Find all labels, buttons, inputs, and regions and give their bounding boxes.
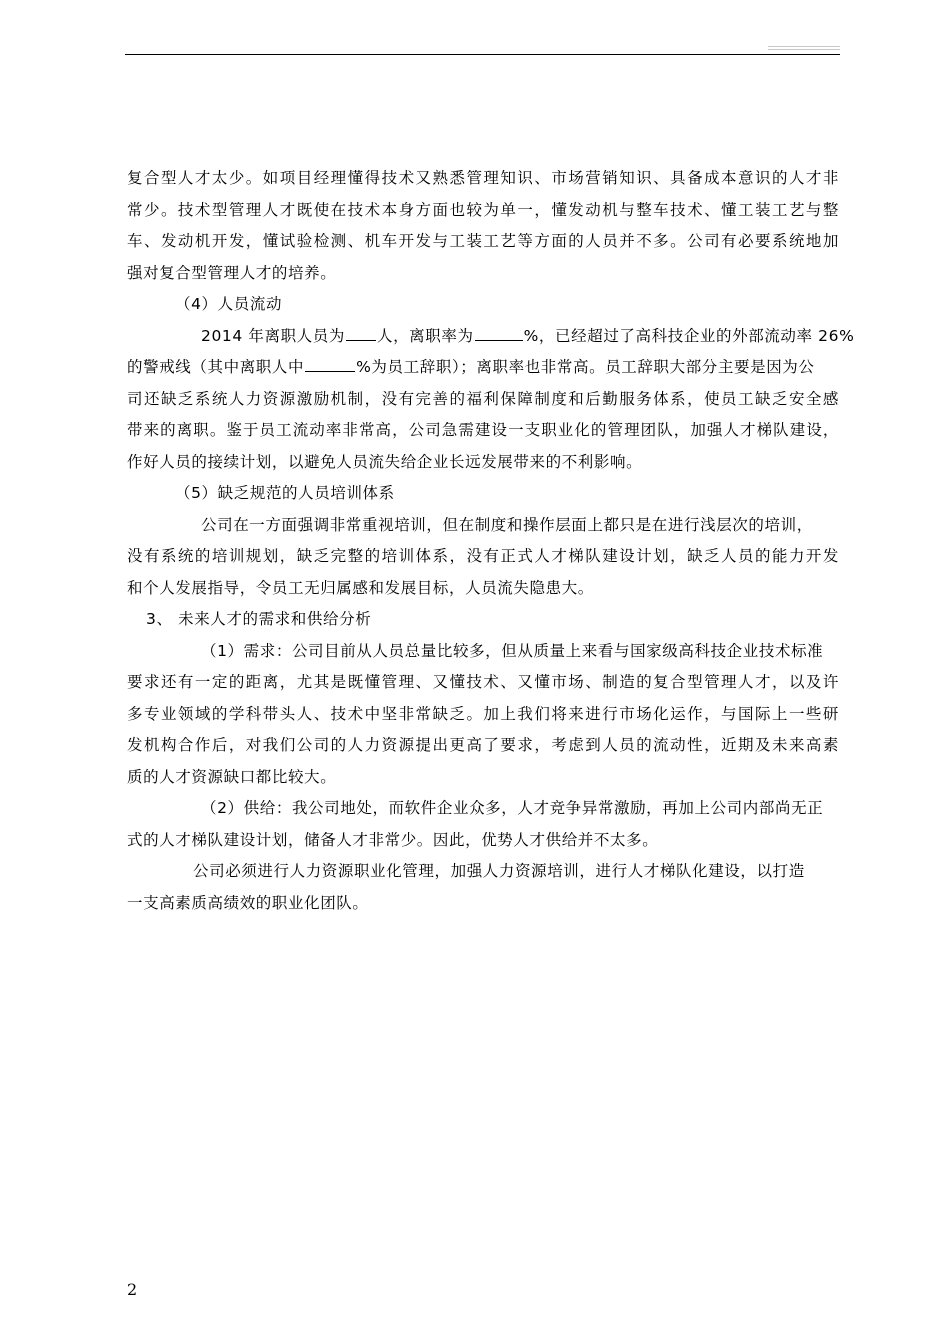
document-body [127,163,855,919]
para2-line: 司还缺乏系统人力资源激励机制，没有完善的福利保障制度和后勤服务体系，使员工缺乏安全感 [127,389,839,408]
page-number: 2 [127,1280,138,1299]
para3-line: 和个人发展指导，令员工无归属感和发展目标，人员流失隐患大。 [127,578,594,597]
para2-text: %为员工辞职）；离职率也非常高。员工辞职大部分主要是因为公 [356,358,815,376]
blank-count [346,325,376,341]
para5-line: （2）供给：我公司地处，而软件企业众多，人才竞争异常激励，再加上公司内部尚无正 [201,799,824,817]
para6-line: 一支高素质高绩效的职业化团队。 [127,893,369,912]
header-rule [125,54,840,55]
para2-line-2 [127,352,839,384]
para2-text: 2014 年离职人员为 [201,326,345,345]
para1-line: 常少。技术型管理人才既使在技术本身方面也较为单一，懂发动机与整车技术、懂工装工艺与整 [127,200,839,219]
para1-line: 强对复合型管理人才的培养。 [127,263,337,282]
para4-line: 多专业领域的学科带头人、技术中坚非常缺乏。加上我们将来进行市场化运作，与国际上一些研 [127,704,839,723]
para2-text: %，已经超过了高科技企业的外部流动率 26% [523,326,855,345]
para1-line: 车、发动机开发，懂试验检测、机车开发与工装工艺等方面的人员并不多。公司有必要系统地加 [127,232,839,250]
para2-text: 的警戒线（其中离职人中 [127,358,305,376]
para4-line: 质的人才资源缺口都比较大。 [127,767,337,786]
blank-rate [475,325,523,341]
heading-training-system: （5）缺乏规范的人员培训体系 [175,484,395,502]
heading-staff-turnover: （4）人员流动 [175,295,283,313]
para5-line: 式的人才梯队建设计划，储备人才非常少。因此，优势人才供给并不太多。 [127,830,659,849]
para4-line: （1）需求：公司目前从人员总量比较多，但从质量上来看与国家级高科技企业技术标准 [201,641,824,660]
para3-line: 公司在一方面强调非常重视培训，但在制度和操作层面上都只是在进行浅层次的培训， [201,515,813,534]
para2-line: 带来的离职。鉴于员工流动率非常高，公司急需建设一支职业化的管理团队，加强人才梯队建设， [127,421,839,439]
heading-future-talent: 3、 未来人才的需求和供给分析 [146,610,372,628]
para1-line: 复合型人才太少。如项目经理懂得技术又熟悉管理知识、市场营销知识、具备成本意识的人才非 [127,169,839,187]
para2-line: 作好人员的接续计划，以避免人员流失给企业长远发展带来的不利影响。 [127,452,643,471]
para2-text: 人，离职率为 [376,326,474,345]
header-mark [768,46,840,54]
para2-line-1 [127,321,855,353]
blank-resign-rate [305,356,355,372]
para3-line: 没有系统的培训规划，缺乏完整的培训体系，没有正式人才梯队建设计划，缺乏人员的能力开发 [127,547,839,565]
para4-line: 要求还有一定的距离，尤其是既懂管理、又懂技术、又懂市场、制造的复合型管理人才，以及许 [127,673,839,691]
para4-line: 发机构合作后，对我们公司的人力资源提出更高了要求，考虑到人员的流动性，近期及未来高素 [127,736,839,754]
para6-line: 公司必须进行人力资源职业化管理，加强人力资源培训，进行人才梯队化建设，以打造 [193,862,805,880]
